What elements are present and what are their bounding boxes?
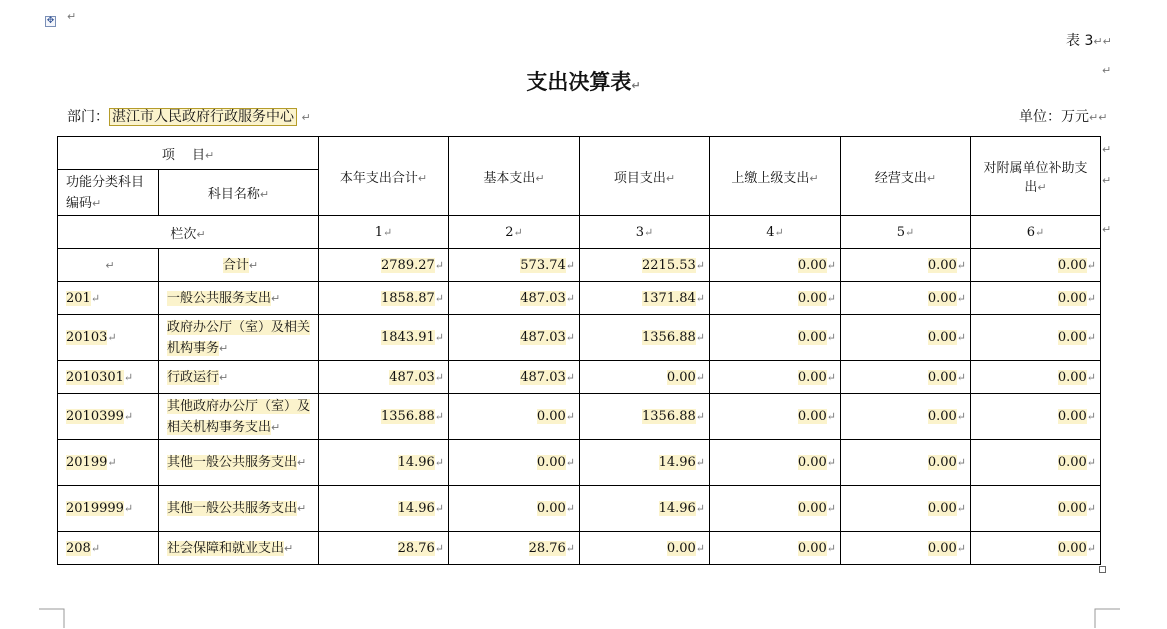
row-value[interactable] [319,440,449,486]
paragraph-mark-icon: ↵ [196,227,206,241]
paragraph-mark-icon: ↵ [434,258,444,272]
paragraph-mark-icon: ↵ [1037,181,1047,194]
row-value[interactable] [710,361,841,394]
paragraph-mark-icon: ↵ [695,456,705,469]
row-value[interactable] [971,249,1101,282]
row-name-text: 其他一般公共服务支出 [167,455,298,470]
row-value-text: 0.00 [927,369,957,385]
row-value[interactable] [580,361,710,394]
row-code-text: 2019999 [66,501,124,516]
row-value[interactable] [841,440,971,486]
paragraph-mark-icon: ↵ [1086,541,1096,555]
table-row [58,440,1101,486]
row-value[interactable] [710,249,841,282]
row-value-text: 14.96 [658,455,696,470]
row-value-text: 14.96 [397,455,435,470]
header-col-text: 项目支出 [613,170,666,186]
row-code[interactable] [58,486,159,532]
header-col-1 [319,137,449,216]
unit-text: 单位：万元 [1019,109,1089,125]
row-end-mark-icon: ↵ [1102,143,1112,156]
row-value[interactable] [841,361,971,394]
paragraph-mark-icon: ↵ [956,541,966,555]
header-col-text: 基本支出 [483,170,536,186]
row-value[interactable] [449,361,580,394]
row-value-text: 0.00 [666,540,696,556]
paragraph-mark-icon: ↵ [565,502,575,515]
table-row [58,532,1101,565]
row-value-text: 2789.27 [381,257,435,273]
paragraph-mark-icon: ↵ [1086,502,1096,515]
row-value-text: 0.00 [1057,501,1087,516]
row-value-text: 0.00 [536,409,566,424]
row-value[interactable] [319,486,449,532]
paragraph-mark-icon: ↵ [826,258,836,272]
paragraph-mark-icon: ↵ [695,331,705,344]
paragraph-mark-icon: ↵ [123,410,134,423]
row-value-text: 0.00 [536,501,566,516]
row-value-text: 0.00 [797,290,827,306]
row-value[interactable] [971,532,1101,565]
paragraph-mark-icon: ↵ [565,291,575,305]
row-value[interactable] [841,486,971,532]
col-index-label [58,216,319,249]
col-number-text: 4 [766,224,775,240]
paragraph-mark-icon: ↵ [695,410,705,423]
paragraph-mark-icon: ↵ [92,196,102,210]
row-name[interactable] [159,486,319,532]
paragraph-mark-icon: ↵ [565,456,575,469]
table-row [58,249,1101,282]
row-value[interactable] [319,282,449,315]
paragraph-mark-icon: ↵ [1102,64,1112,77]
paragraph-mark-icon: ↵ [956,370,966,384]
header-col-text: 经营支出 [874,170,927,186]
row-code-text: 2010399 [66,409,124,424]
paragraph-mark-icon: ↵ [826,291,836,305]
row-value-text: 0.00 [1057,330,1087,345]
row-value-text: 0.00 [797,409,827,424]
paragraph-mark-icon: ↵ [271,420,281,434]
table-row [58,361,1101,394]
row-code[interactable] [58,282,159,315]
row-value[interactable] [449,282,580,315]
row-value-text: 487.03 [520,369,566,385]
row-code[interactable] [58,315,159,361]
paragraph-mark-icon: ↵ [826,456,836,469]
table-ref-text: 表 3 [1066,33,1094,49]
row-value[interactable] [710,440,841,486]
paragraph-mark-icon: ↵ [123,502,134,515]
row-value[interactable] [449,315,580,361]
paragraph-mark-icon: ↵ [434,410,444,423]
paragraph-mark-icon: ↵ [123,370,134,384]
row-value-text: 1356.88 [381,409,435,424]
row-value-text: 14.96 [658,501,696,516]
paragraph-mark-icon: ↵ [565,410,575,423]
paragraph-mark-icon: ↵ [90,541,101,555]
table-ref [1066,30,1112,50]
row-value[interactable] [580,282,710,315]
row-value-text: 0.00 [1057,257,1087,273]
row-value-text: 487.03 [389,369,435,385]
paragraph-mark-icon: ↵ [383,225,393,239]
row-value[interactable] [580,532,710,565]
row-value[interactable] [580,394,710,440]
paragraph-mark-icon: ↵ [219,370,229,384]
row-name-text: 一般公共服务支出 [167,290,272,306]
row-value-text: 28.76 [528,540,566,556]
paragraph-mark-icon: ↵ [219,341,229,355]
paragraph-mark-icon: ↵ [105,258,115,272]
row-code-text: 20199 [66,455,108,470]
paragraph-mark-icon: ↵ [956,291,966,305]
paragraph-mark-icon: ↵ [956,331,966,344]
row-value[interactable] [449,394,580,440]
paragraph-mark-icon: ↵ [284,541,294,555]
row-value-text: 1858.87 [381,290,435,306]
header-subject-name-text: 科目名称 [207,187,260,202]
header-func-code [58,170,159,216]
row-value-text: 2215.53 [642,257,696,273]
row-value[interactable] [319,532,449,565]
paragraph-mark-icon: ↵ [565,370,575,384]
col-index-label-text: 栏次 [170,226,197,242]
row-value[interactable] [841,282,971,315]
row-code-text: 201 [66,290,91,306]
row-name[interactable] [159,315,319,361]
row-code[interactable] [58,394,159,440]
header-col-text: 对附属单位补助支出 [983,161,1088,195]
department-name[interactable]: 湛江市人民政府行政服务中心 [109,108,297,126]
col-number-text: 6 [1026,224,1036,240]
row-value[interactable] [971,440,1101,486]
paragraph-mark-icon: ↵ [665,171,676,185]
paragraph-mark-icon: ↵ [695,258,705,272]
row-value[interactable] [710,532,841,565]
paragraph-mark-icon: ↵ [565,331,575,344]
table-row [58,282,1101,315]
header-col-2 [449,137,580,216]
row-value[interactable] [971,282,1101,315]
table-row [58,394,1101,440]
row-value[interactable] [580,315,710,361]
row-value-text: 0.00 [927,257,957,273]
paragraph-mark-icon: ↵ [695,502,705,515]
paragraph-mark-icon: ↵ [1086,291,1096,305]
row-value[interactable] [710,486,841,532]
paragraph-mark-icon: ↵ [434,331,444,344]
paragraph-mark-icon: ↵ [271,291,281,305]
row-value-text: 0.00 [1057,540,1087,556]
table-resize-handle-icon[interactable] [1099,566,1106,573]
table-body [58,249,1101,565]
department-line [67,106,311,126]
row-value-text: 0.00 [797,501,827,516]
paragraph-mark-icon: ↵ [297,502,307,515]
paragraph-mark-icon: ↵ [826,331,836,344]
paragraph-mark-icon: ↵ [826,502,836,515]
row-value-text: 0.00 [536,455,566,470]
row-name[interactable] [159,361,319,394]
row-value[interactable] [710,282,841,315]
row-value-text: 0.00 [1057,369,1087,385]
row-value[interactable] [841,315,971,361]
row-value-text: 0.00 [797,257,827,273]
row-value-text: 0.00 [666,369,696,385]
row-value[interactable] [449,486,580,532]
paragraph-mark-icon: ↵ [956,258,966,272]
paragraph-mark-icon: ↵ [1086,370,1096,384]
row-value[interactable] [841,532,971,565]
row-value[interactable] [449,532,580,565]
department-label: 部门： [67,109,109,125]
header-col-5 [841,137,971,216]
paragraph-mark-icon: ↵ [695,541,705,555]
row-value-text: 1356.88 [642,409,696,424]
col-number-text: 5 [896,224,906,240]
row-code[interactable] [58,532,159,565]
row-name[interactable] [159,394,319,440]
row-value[interactable] [580,249,710,282]
row-value-text: 1843.91 [381,330,435,345]
col-number [319,216,449,249]
paragraph-mark-icon: ↵ [905,225,915,239]
row-code-text: 20103 [66,330,108,345]
row-name-text: 其他政府办公厅（室）及相关机构事务支出 [167,398,311,435]
paragraph-mark-icon: ↵ [259,188,270,201]
crop-mark-icon [39,608,65,628]
row-value-text: 1371.84 [642,290,696,306]
paragraph-mark-icon: ↵ [248,258,259,272]
paragraph-mark-icon: ↵ [434,502,444,515]
paragraph-mark-icon: ↵ [301,111,311,124]
paragraph-mark-icon: ↵ [67,10,77,23]
row-value-text: 0.00 [1057,455,1087,470]
row-value-text: 0.00 [797,540,827,556]
paragraph-mark-icon: ↵ [417,171,428,185]
row-name-text: 合计 [222,257,249,273]
col-number [971,216,1101,249]
row-value-text: 28.76 [397,540,435,556]
row-value[interactable] [319,394,449,440]
expenditure-table [57,136,1101,565]
row-value[interactable] [971,315,1101,361]
col-number [580,216,710,249]
row-name-text: 行政运行 [167,369,220,385]
col-number-text: 2 [505,224,514,240]
row-value[interactable] [841,249,971,282]
paragraph-mark-icon: ↵ [107,456,117,469]
paragraph-mark-icon: ↵ [565,541,575,555]
row-value-text: 0.00 [927,330,957,345]
paragraph-mark-icon: ↵ [1086,410,1096,423]
row-value[interactable] [971,361,1101,394]
paragraph-mark-icon: ↵ [434,456,444,469]
col-number-text: 3 [635,224,645,240]
header-col-6 [971,137,1101,216]
row-value-text: 0.00 [797,330,827,345]
crop-mark-icon [1094,608,1120,628]
row-value-text: 0.00 [1057,290,1087,306]
row-value-text: 0.00 [797,455,827,470]
paragraph-mark-icon: ↵ [434,541,444,555]
paragraph-mark-icon: ↵ [926,171,937,185]
header-col-3 [580,137,710,216]
row-end-mark-icon: ↵ [1102,223,1112,236]
row-value[interactable] [319,315,449,361]
row-value[interactable] [319,361,449,394]
paragraph-mark-icon: ↵ [644,225,654,239]
page-title [0,66,1167,96]
paragraph-mark-icon: ↵ [826,370,836,384]
row-value[interactable] [841,394,971,440]
col-number [710,216,841,249]
row-end-mark-icon: ↵ [1102,174,1112,187]
header-item-text: 项 目 [161,147,205,163]
paragraph-mark-icon: ↵ [956,410,966,423]
paragraph-mark-icon: ↵ [956,502,966,515]
header-subject-name [159,170,319,216]
paragraph-mark-icon: ↵↵ [1093,35,1112,48]
row-value[interactable] [449,440,580,486]
table-row [58,486,1101,532]
header-func-code-text: 功能分类科目编码 [66,174,145,211]
paragraph-mark-icon: ↵ [513,225,523,239]
row-value-text: 0.00 [797,369,827,385]
header-col-text: 上缴上级支出 [731,170,810,186]
row-value-text: 0.00 [927,290,957,306]
paragraph-mark-icon: ↵ [774,225,784,239]
row-value[interactable] [580,486,710,532]
row-value[interactable] [971,486,1101,532]
col-number [841,216,971,249]
row-name[interactable] [159,249,319,282]
row-value-text: 0.00 [1057,409,1087,424]
paragraph-mark-icon: ↵ [1035,225,1045,239]
row-value-text: 573.74 [520,257,566,273]
row-name[interactable] [159,282,319,315]
paragraph-mark-icon: ↵ [434,370,444,384]
unit-line [1019,106,1107,126]
paragraph-mark-icon: ↵ [956,456,966,469]
paragraph-mark-icon: ↵ [631,79,641,92]
header-col-4 [710,137,841,216]
row-name-text: 其他一般公共服务支出 [167,501,298,516]
row-name[interactable] [159,440,319,486]
row-name-text: 社会保障和就业支出 [167,540,285,556]
row-value[interactable] [710,394,841,440]
col-number-text: 1 [374,224,384,240]
row-value-text: 487.03 [520,330,566,345]
row-code[interactable] [58,440,159,486]
paragraph-mark-icon: ↵ [107,331,117,344]
row-value[interactable] [319,249,449,282]
row-code[interactable] [58,249,159,282]
row-code-text: 208 [66,540,91,556]
paragraph-mark-icon: ↵ [565,258,575,272]
row-value-text: 0.00 [927,455,957,470]
page-title-text: 支出决算表 [526,70,632,94]
paragraph-mark-icon: ↵ [1086,258,1096,272]
row-value[interactable] [971,394,1101,440]
row-value[interactable] [580,440,710,486]
row-value-text: 487.03 [520,290,566,306]
paragraph-mark-icon: ↵ [809,171,819,185]
header-col-text: 本年支出合计 [339,170,418,186]
paragraph-mark-icon: ↵ [204,148,215,162]
row-value-text: 0.00 [927,409,957,424]
row-value-text: 0.00 [927,501,957,516]
paragraph-mark-icon: ↵ [297,456,307,469]
row-value-text: 0.00 [927,540,957,556]
paragraph-mark-icon: ↵ [695,291,705,305]
paragraph-mark-icon: ↵↵ [1089,111,1108,124]
table-row [58,315,1101,361]
paragraph-mark-icon: ↵ [90,291,101,305]
paragraph-mark-icon: ↵ [1086,331,1096,344]
paragraph-mark-icon: ↵ [434,291,444,305]
paragraph-mark-icon: ↵ [535,171,545,185]
paragraph-mark-icon: ↵ [695,370,705,384]
row-name[interactable] [159,532,319,565]
paragraph-mark-icon: ↵ [826,541,836,555]
row-name-text: 政府办公厅（室）及相关机构事务 [167,319,311,356]
table-move-handle-icon[interactable]: ✥ [46,16,55,26]
col-number [449,216,580,249]
row-value[interactable] [710,315,841,361]
row-code[interactable] [58,361,159,394]
paragraph-mark-icon: ↵ [826,410,836,423]
row-value[interactable] [449,249,580,282]
row-value-text: 1356.88 [642,330,696,345]
row-value-text: 14.96 [397,501,435,516]
header-item [58,137,319,170]
paragraph-mark-icon: ↵ [1086,456,1096,469]
row-code-text: 2010301 [66,369,124,385]
